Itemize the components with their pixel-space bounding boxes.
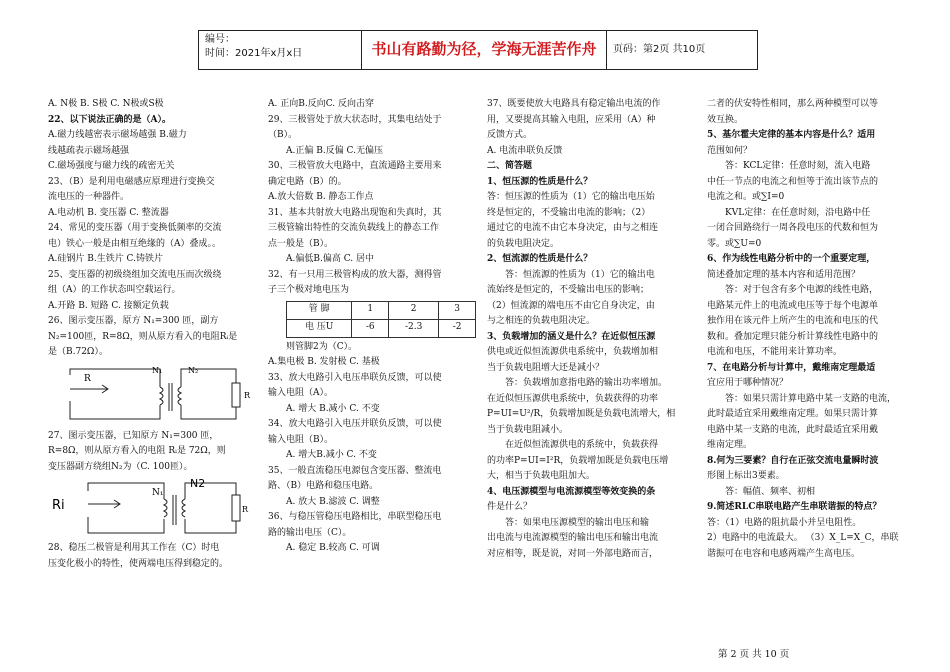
question-23: 23、（B）是利用电磁感应原理进行变换交 [48,176,215,187]
text-line: 中任一节点的电流之和恒等于流出该节点的 [707,176,879,187]
question-35: 35、一般直流稳压电源包含变压器、整流电 [268,465,442,476]
resistor-label: R [84,373,91,384]
text-line: 电流和电压，不能用来计算功率。 [707,347,843,357]
text-line: 答：如果只需计算电路中某一支路的电流， [725,393,897,404]
text-line: （B）。 [268,130,298,140]
text-line: A.集电极 B. 发射极 C. 基极 [268,357,380,367]
table-row [287,301,476,319]
text-line: 变压器副方绕组N₂为（C. 100匝）。 [48,461,193,472]
text-line: P=UI=U²/R，负载增加既是负载电流增大，相 [487,409,676,419]
text-line: A. N极 B. S极 C. N极或S极 [48,99,164,109]
table-row [287,319,476,337]
text-line: 答：如果电压源模型的输出电压和输 [505,517,650,528]
question-heading: 1、恒压源的性质是什么？ [487,176,593,187]
text-line: A.电动机 B. 变压器 C. 整流器 [48,207,169,218]
text-line: 的负载电阻决定。 [487,238,560,249]
table-cell: -6 [352,319,389,337]
text-line: 形图上标出3要素。 [707,471,785,481]
text-line: 流始终是恒定的，不受输出电压的影响； [487,285,650,295]
text-line: 输入电阻（B）。 [268,434,334,445]
text-line: A.磁力线越密表示磁场越强 B.磁力 [48,130,187,140]
table-cell: 2 [389,301,439,319]
text-line: 用，又要提高其输入电阻，应采用（A）种 [487,114,656,125]
question-heading: 2、恒流源的性质是什么？ [487,254,593,264]
text-line: 独作用在该元件上所产生的电流和电压的代 [707,316,879,326]
text-line: A. 电流串联负反馈 [487,145,563,156]
question-30: 30、三极管放大电路中，直流通路主要用来 [268,161,442,171]
header-meta [199,31,362,69]
text-line: 通过它的电流不由它本身决定，由与之相连 [487,223,659,233]
primary-winding-label: N₁ [152,488,164,498]
secondary-winding-label: N₂ [188,365,199,375]
text-line: 零。或∑U=0 [707,238,762,249]
text-line: 确定电路（B）的。 [268,176,347,187]
text-line: 答：KCL定律：任意时刻，流入电路 [725,161,871,171]
question-heading: 7、在电路分析与计算中，戴维南定理最适 [707,362,876,373]
page-footer: 第 2 页 共 10 页 [718,649,790,660]
question-29: 29、三极管处于放大状态时，其集电结处于 [268,114,442,125]
text-line: 数和。叠加定理只能分析计算线性电路中的 [707,331,879,342]
text-line: 反馈方式。 [487,130,533,140]
text-line: 2）电路中的电流最大。 （3）X_L=X_C，串联 [707,533,899,543]
question-heading: 9.简述RLC串联电路产生串联谐振的特点？ [707,502,882,512]
question-31: 31、基本共射放大电路出现饱和失真时，其 [268,207,442,218]
question-heading: 3、负载增加的涵义是什么？在近似恒压源 [487,331,656,342]
text-line: A.硅钢片 B.生铁片 C.铸铁片 [48,254,163,264]
question-28: 28、稳压二极管是利用其工作在（C）时电 [48,543,220,553]
text-line: 维南定理。 [707,440,753,450]
text-line: 流电压的一种器件。 [48,192,130,202]
table-cell: 1 [352,301,389,319]
text-line: C.磁场强度与磁力线的疏密无关 [48,161,175,171]
text-line: 输入电阻（A）。 [268,388,333,398]
text-line: 此时最适宜采用戴维南定理。如果只需计算 [707,409,879,419]
text-line: 电路中某一支路的电流，此时最适宜采用戴 [707,424,879,435]
text-line: A. 增大B.减小 C. 不变 [286,450,377,460]
table-cell: 3 [439,301,476,319]
load-resistor-label: R [242,505,249,514]
question-37: 37、既要使放大电路具有稳定输出电流的作 [487,99,661,109]
text-line: 二者的伏安特性相同，那么两种模型可以等 [707,99,879,109]
text-line: 在近似恒流源供电的系统中，负载获得 [505,440,659,450]
doc-number-label: 编号： [205,34,235,45]
transformer-figure-2 [48,475,248,541]
table-cell: 电 压U [287,319,352,337]
text-line: 对应相等，既是说，对同一外部电路而言， [487,548,659,559]
text-line: 范围如何？ [707,145,753,156]
text-line: 点一般是（B）。 [268,238,334,249]
column-1 [48,97,251,572]
text-line: 谐振可在电容和电感两端产生高电压。 [707,548,861,559]
question-26: 26、图示变压器，原方 N₁=300 匝，副方 [48,316,219,326]
question-22: 22、以下说法正确的是（A）。 [48,114,172,125]
question-34: 34、放大电路引入电压并联负反馈，可以使 [268,419,442,429]
text-line: A.开路 B. 短路 C. 接额定负载 [48,300,169,311]
text-line: 路、（B）电路和稳压电路。 [268,481,379,491]
question-heading: 4、电压源模型与电流源模型等效变换的条 [487,486,656,497]
text-line: 则管脚2为（C）。 [286,341,358,352]
secondary-winding-label: N2 [190,477,206,490]
pin-voltage-table [286,301,476,338]
text-line: 与之相连的负载电阻决定。 [487,316,596,326]
text-line: 供电或近似恒流源供电系统中，负载增加相 [487,347,659,357]
text-line: 出电流与电流源模型的输出电压和输出电流 [487,533,659,543]
page-header [198,30,758,70]
text-line: 答：恒压源的性质为（1）它的输出电压始 [487,192,655,202]
header-motto: 书山有路勤为径，学海无涯苦作舟 [362,31,607,69]
doc-time-label: 时间：2021年x月x日 [205,48,303,59]
text-line: 简述叠加定理的基本内容和适用范围？ [707,269,861,280]
question-36: 36、与稳压管稳压电路相比，串联型稳压电 [268,512,442,522]
text-line: A.正偏 B.反偏 C.无偏压 [286,145,383,156]
text-line: 在近似恒压源供电系统中，负载获得的功率 [487,393,659,404]
text-line: 答：对于包含有多个电源的线性电路， [725,285,879,295]
text-line: 答：幅值、频率、初相 [725,486,816,497]
primary-winding-label: N₁ [152,365,163,375]
text-line: 是（B.72Ω）。 [48,347,108,357]
text-line: 件是什么？ [487,502,533,512]
text-line: 组（A）的工作状态叫空载运行。 [48,285,181,295]
text-line: 电）铁心一般是由相互绝缘的（A）叠成。。 [48,238,222,249]
text-line: A.偏低B.偏高 C. 居中 [286,254,374,264]
text-line: KVL定律：在任意时刻，沿电路中任 [725,207,871,218]
text-line: N₂=100匝，R=8Ω，则从原方看入的电阻Rᵢ是 [48,331,238,342]
text-line: 一闭合回路绕行一周各段电压的代数和恒为 [707,223,879,233]
text-line: 线越疏表示磁场越强 [48,145,130,156]
text-line: 答：恒流源的性质为（1）它的输出电 [505,269,655,280]
text-line: A.放大倍数 B. 静态工作点 [268,192,374,202]
text-line: 电路某元件上的电流或电压等于每个电源单 [707,300,879,311]
transformer-figure-1 [48,361,251,429]
text-line: 宜应用于哪种情况？ [707,378,789,388]
input-resistance-label: Ri [52,498,65,513]
text-line: 三极管输出特性的交流负载线上的静态工作 [268,223,440,233]
text-line: 答：（1）电路的阻抗最小并呈电阻性。 [707,517,862,528]
column-2 [268,97,476,557]
question-32: 32、有一只用三极管构成的放大器，测得管 [268,269,442,280]
text-line: 当于负载电阻增大还是减小？ [487,362,605,373]
text-line: 大，相当于负载电阻加大。 [487,471,596,481]
text-line: （2）恒流源的端电压不由它自身决定，由 [487,300,655,311]
column-4 [707,97,917,562]
question-33: 33、放大电路引入电压串联负反馈，可以使 [268,372,442,383]
table-cell: -2.3 [389,319,439,337]
question-24: 24、常见的变压器（用于变换低频率的交流 [48,223,222,233]
text-line: 子三个极对地电压为 [268,285,350,295]
text-line: 的功率P=UI=I²R，负载增加既是负载电压增 [487,455,669,466]
text-line: R=8Ω，则从原方看入的电阻 Rᵢ是 72Ω，则 [48,446,226,456]
column-3 [487,97,699,562]
text-line: 电流之和。或∑I=0 [707,192,785,202]
text-line: 效互换。 [707,114,744,125]
text-line: 当于负载电阻减小。 [487,424,569,435]
question-heading: 6、作为线性电路分析中的一个重要定理， [707,254,876,264]
text-line: 答：负载增加意指电路的输出功率增加。 [505,378,668,388]
table-cell: 管 脚 [287,301,352,319]
text-line: 终是恒定的，不受输出电流的影响；（2） [487,207,651,218]
load-resistor-label: R [244,390,251,400]
text-line: 路的输出电压（C）。 [268,527,352,538]
question-heading: 8.何为三要素？自行在正弦交流电量瞬时波 [707,455,879,466]
question-heading: 5、基尔霍夫定律的基本内容是什么？适用 [707,130,876,140]
page-indicator: 页码：第2页 共10页 [613,44,706,56]
table-cell: -2 [439,319,476,337]
section-heading: 二、简答题 [487,161,533,171]
text-line: A. 增大 B.减小 C. 不变 [286,403,380,414]
question-25: 25、变压器的初级绕组加交流电压而次级绕 [48,269,222,280]
text-line: A. 放大 B.滤波 C. 调整 [286,496,380,507]
text-line: A. 正向B.反向C. 反向击穿 [268,99,374,109]
text-line: A. 稳定 B.较高 C. 可调 [286,543,380,553]
text-line: 压变化极小的特性，使两端电压得到稳定的。 [48,558,229,569]
question-27: 27、图示变压器，已知原方 N₁=300 匝， [48,430,219,441]
